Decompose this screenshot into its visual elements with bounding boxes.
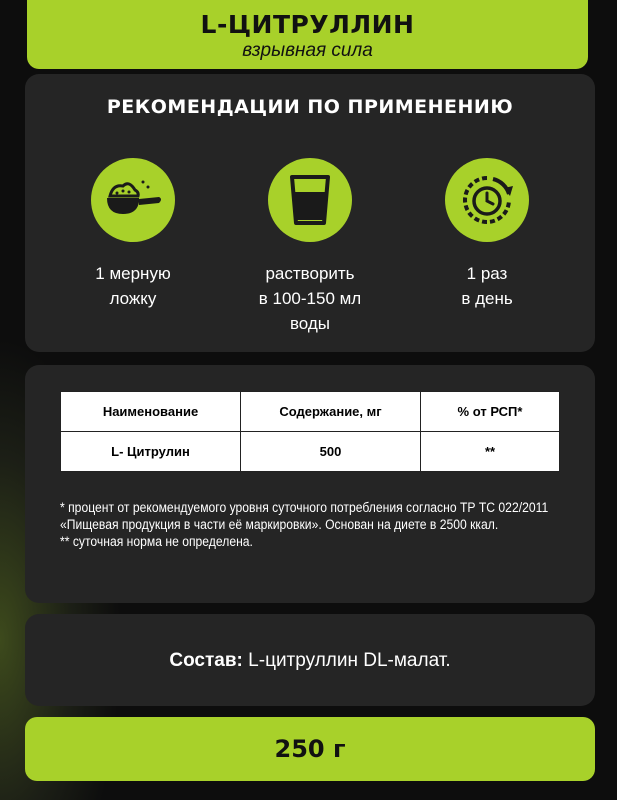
- recommendations-card: [25, 74, 595, 352]
- column-header-content: Содержание, мг: [241, 392, 421, 432]
- column-header-rsp: % от РСП*: [421, 392, 560, 432]
- measuring-scoop-icon: [91, 158, 175, 242]
- footnote-rsp: * процент от рекомендуемого уровня суточного потребления согласно ТР ТС 022/2011 «Пищевая продукция в части её маркировки». Основан на диете в 2500 ккал.: [60, 500, 549, 532]
- composition-label: Состав:: [169, 650, 243, 671]
- recommendations-title: РЕКОМЕНДАЦИИ ПО ПРИМЕНЕНИЮ: [106, 96, 514, 118]
- nutrition-table: [60, 391, 560, 472]
- composition-value: L-цитруллин DL-малат.: [242, 650, 451, 671]
- footnotes: [60, 499, 564, 550]
- cell-content: 500: [241, 432, 421, 472]
- step-dose: [53, 158, 213, 311]
- step-dissolve-label: растворить в 100-150 мл воды: [258, 264, 362, 333]
- step-frequency: [407, 158, 567, 311]
- cell-rsp: **: [421, 432, 560, 472]
- step-dose-label: 1 мерную ложку: [95, 264, 171, 308]
- composition-card: [25, 614, 595, 706]
- table-row: [61, 432, 560, 472]
- table-header-row: [61, 392, 560, 432]
- header-banner: [27, 0, 588, 69]
- step-dissolve: [230, 158, 390, 336]
- product-subtitle: взрывная сила: [242, 40, 373, 61]
- product-title: L-ЦИТРУЛЛИН: [200, 10, 415, 39]
- net-weight: 250 г: [25, 717, 595, 781]
- clock-icon: [445, 158, 529, 242]
- footnote-daily: ** суточная норма не определена.: [60, 534, 253, 549]
- composition-text: [25, 650, 595, 672]
- column-header-name: Наименование: [61, 392, 241, 432]
- glass-icon: [268, 158, 352, 242]
- cell-name: L- Цитрулин: [61, 432, 241, 472]
- step-frequency-label: 1 раз в день: [461, 264, 513, 308]
- nutrition-card: [25, 365, 595, 603]
